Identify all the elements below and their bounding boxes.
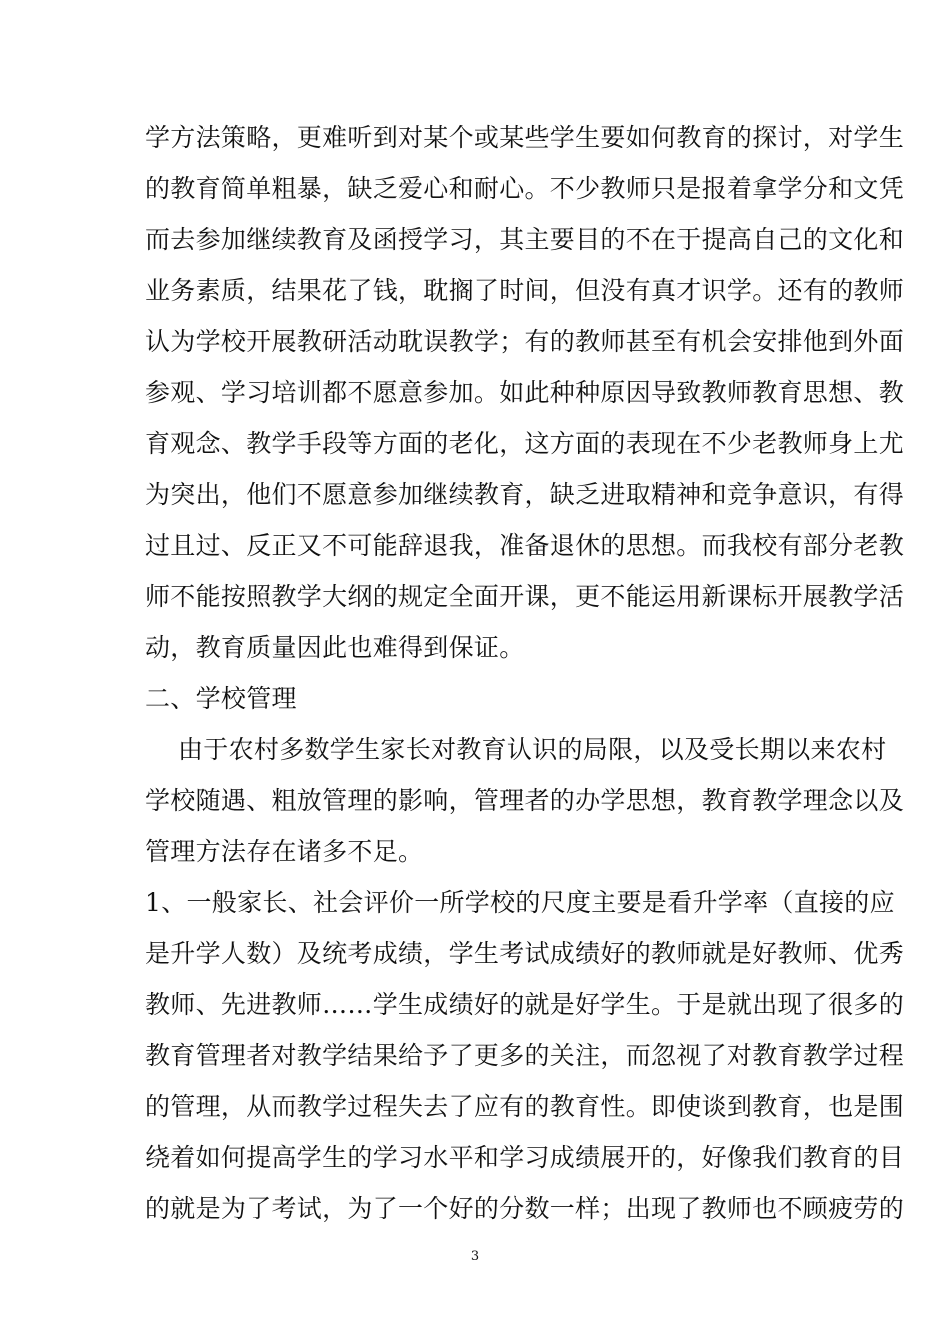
text-line: 育观念、教学手段等方面的老化，这方面的表现在不少老教师身上尤	[145, 429, 905, 458]
text-line: 参观、学习培训都不愿意参加。如此种种原因导致教师教育思想、教	[145, 378, 905, 407]
text-line: 的就是为了考试，为了一个好的分数一样；出现了教师也不顾疲劳的	[145, 1194, 905, 1223]
text-line: 管理方法存在诸多不足。	[145, 837, 424, 866]
text-line: 认为学校开展教研活动耽误教学；有的教师甚至有机会安排他到外面	[145, 327, 905, 356]
text-line: 师不能按照教学大纲的规定全面开课，更不能运用新课标开展教学活	[145, 582, 905, 611]
text-line: 绕着如何提高学生的学习水平和学习成绩展开的，好像我们教育的目	[145, 1143, 905, 1172]
text-line: 为突出，他们不愿意参加继续教育，缺乏进取精神和竞争意识，有得	[145, 480, 905, 509]
text-line: 过且过、反正又不可能辞退我，准备退休的思想。而我校有部分老教	[145, 531, 905, 560]
text-line: 教师、先进教师……学生成绩好的就是好学生。于是就出现了很多的	[145, 990, 905, 1019]
text-line: 是升学人数）及统考成绩，学生考试成绩好的教师就是好教师、优秀	[145, 939, 905, 968]
text-line: 业务素质，结果花了钱，耽搁了时间，但没有真才识学。还有的教师	[145, 276, 905, 305]
text-line: 而去参加继续教育及函授学习，其主要目的不在于提高自己的文化和	[145, 225, 905, 254]
text-line: 学校随遇、粗放管理的影响，管理者的办学思想，教育教学理念以及	[145, 786, 905, 815]
section-heading: 二、学校管理	[145, 684, 297, 713]
text-line: 的管理，从而教学过程失去了应有的教育性。即使谈到教育，也是围	[145, 1092, 905, 1121]
page-number: 3	[470, 1249, 480, 1264]
text-line: 的教育简单粗暴，缺乏爱心和耐心。不少教师只是报着拿学分和文凭	[145, 174, 905, 203]
text-line: 1、一般家长、社会评价一所学校的尺度主要是看升学率（直接的应	[145, 888, 895, 917]
text-line: 动，教育质量因此也难得到保证。	[145, 633, 525, 662]
text-line: 由于农村多数学生家长对教育认识的局限，以及受长期以来农村	[178, 735, 887, 764]
text-line: 学方法策略，更难听到对某个或某些学生要如何教育的探讨，对学生	[145, 123, 905, 152]
text-line: 教育管理者对教学结果给予了更多的关注，而忽视了对教育教学过程	[145, 1041, 905, 1070]
